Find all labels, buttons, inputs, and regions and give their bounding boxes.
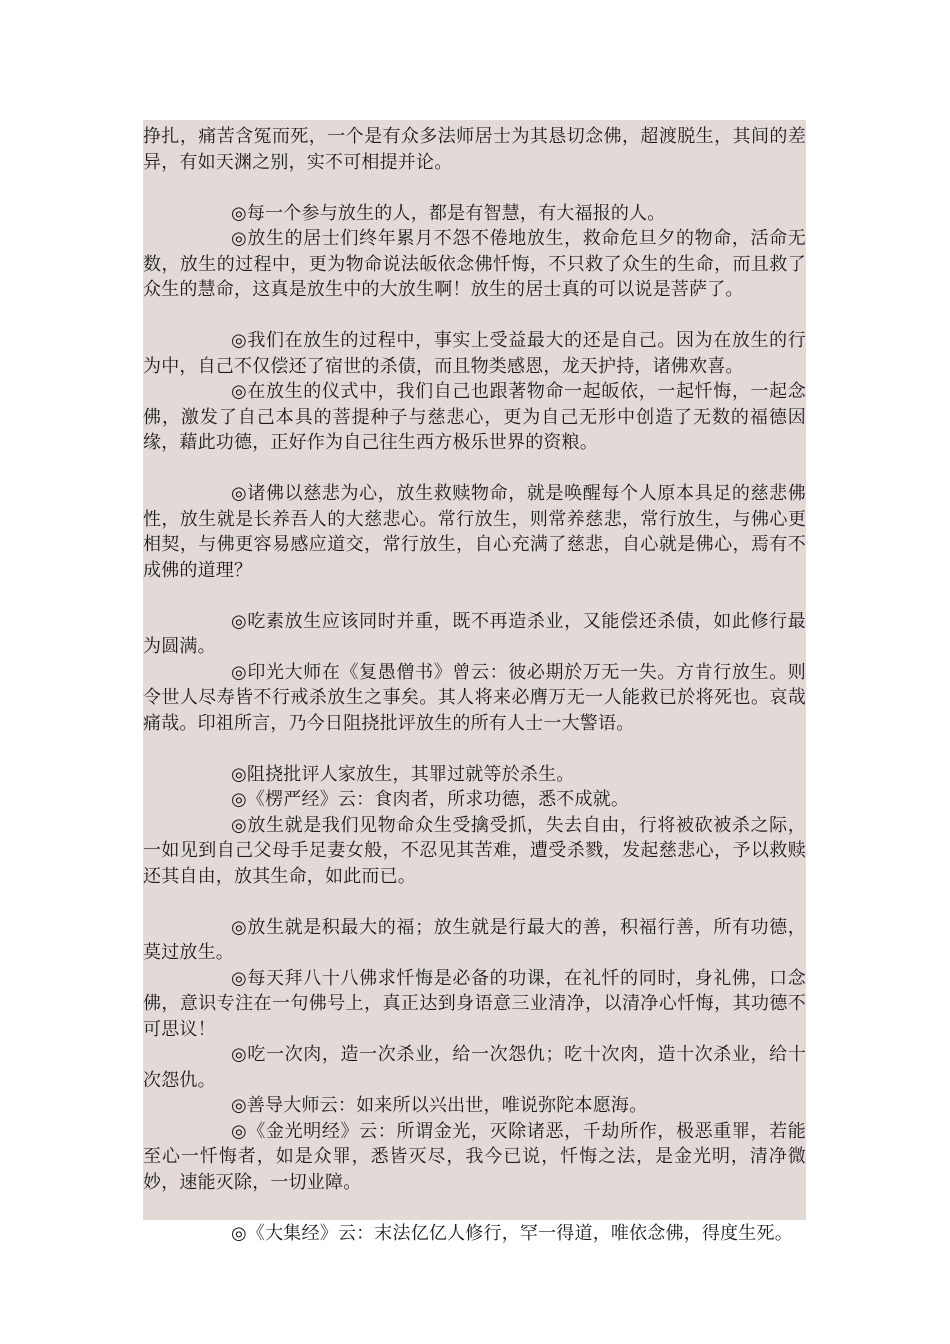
paragraph: ◎吃素放生应该同时并重，既不再造杀业，又能偿还杀债，如此修行最为圆满。 — [143, 610, 806, 657]
paragraph-gap — [143, 175, 806, 201]
paragraph: ◎印光大师在《复愚僧书》曾云：彼必期於万无一失。方肯行放生。则令世人尽寿皆不行戒杀放生之事矣。其人将来必膺万无一人能救已於将死也。哀哉痛哉。印祖所言，乃今日阻挠批评放生的所有人士一大警语。 — [143, 661, 806, 734]
paragraph: ◎《大集经》云：末法亿亿人修行，罕一得道，唯依念佛，得度生死。 — [231, 1222, 793, 1244]
paragraph-gap — [143, 456, 806, 482]
paragraph: ◎《金光明经》云：所谓金光，灭除诸恶，千劫所作，极恶重罪，若能至心一忏悔者，如是众罪，悉皆灭尽，我今已说，忏悔之法，是金光明，清净微妙，速能灭除，一切业障。 — [143, 1120, 806, 1193]
paragraph-gap — [143, 889, 806, 915]
paragraph: ◎放生就是我们见物命众生受擒受抓，失去自由，行将被砍被杀之际，一如见到自己父母手足妻女般，不忍见其苦难，遭受杀戮，发起慈悲心，予以救赎还其自由，放其生命，如此而已。 — [143, 814, 806, 887]
paragraph-gap — [143, 736, 806, 762]
paragraph: ◎放生的居士们终年累月不怨不倦地放生，救命危旦夕的物命，活命无数，放生的过程中，更为物命说法皈依念佛忏悔，不只救了众生的生命，而且救了众生的慧命，这真是放生中的大放生啊！放生的居士真的可以说是菩萨了。 — [143, 228, 806, 300]
paragraph: 挣扎，痛苦含冤而死，一个是有众多法师居士为其恳切念佛，超渡脱生，其间的差异，有如天渊之别，实不可相提并论。 — [143, 126, 806, 173]
paragraph: ◎每一个参与放生的人，都是有智慧，有大福报的人。 — [231, 202, 666, 224]
paragraph: ◎放生就是积最大的福；放生就是行最大的善，积福行善，所有功德，莫过放生。 — [143, 916, 806, 963]
paragraph: ◎每天拜八十八佛求忏悔是必备的功课，在礼忏的同时，身礼佛，口念佛，意识专注在一句佛号上，真正达到身语意三业清净，以清净心忏悔，其功德不可思议！ — [143, 967, 806, 1040]
paragraph-gap — [143, 583, 806, 609]
paragraph: ◎诸佛以慈悲为心，放生救赎物命，就是唤醒每个人原本具足的慈悲佛性，放生就是长养吾人的大慈悲心。常行放生，则常养慈悲，常行放生，与佛心更相契，与佛更容易感应道交，常行放生，自心充满了慈悲，自心就是佛心，焉有不成佛的道理？ — [143, 483, 806, 581]
paragraph-gap — [143, 303, 806, 329]
paragraph: ◎吃一次肉，造一次杀业，给一次怨仇；吃十次肉，造十次杀业，给十次怨仇。 — [143, 1044, 806, 1091]
paragraph: ◎我们在放生的过程中，事实上受益最大的还是自己。因为在放生的行为中，自己不仅偿还了宿世的杀债，而且物类感恩，龙天护持，诸佛欢喜。 — [143, 330, 806, 377]
paragraph-gap — [143, 1195, 806, 1221]
paragraph: ◎《楞严经》云：食肉者，所求功德，悉不成就。 — [231, 789, 630, 810]
paragraph: ◎善导大师云：如来所以兴出世，唯说弥陀本愿海。 — [231, 1095, 648, 1116]
document-text-block — [143, 120, 806, 1244]
paragraph: ◎在放生的仪式中，我们自己也跟著物命一起皈依，一起忏悔，一起念佛，激发了自己本具的菩提种子与慈悲心，更为自己无形中创造了无数的福德因缘，藉此功德，正好作为自己往生西方极乐世界的资粮。 — [143, 381, 806, 453]
paragraph: ◎阻挠批评人家放生，其罪过就等於杀生。 — [231, 763, 575, 785]
